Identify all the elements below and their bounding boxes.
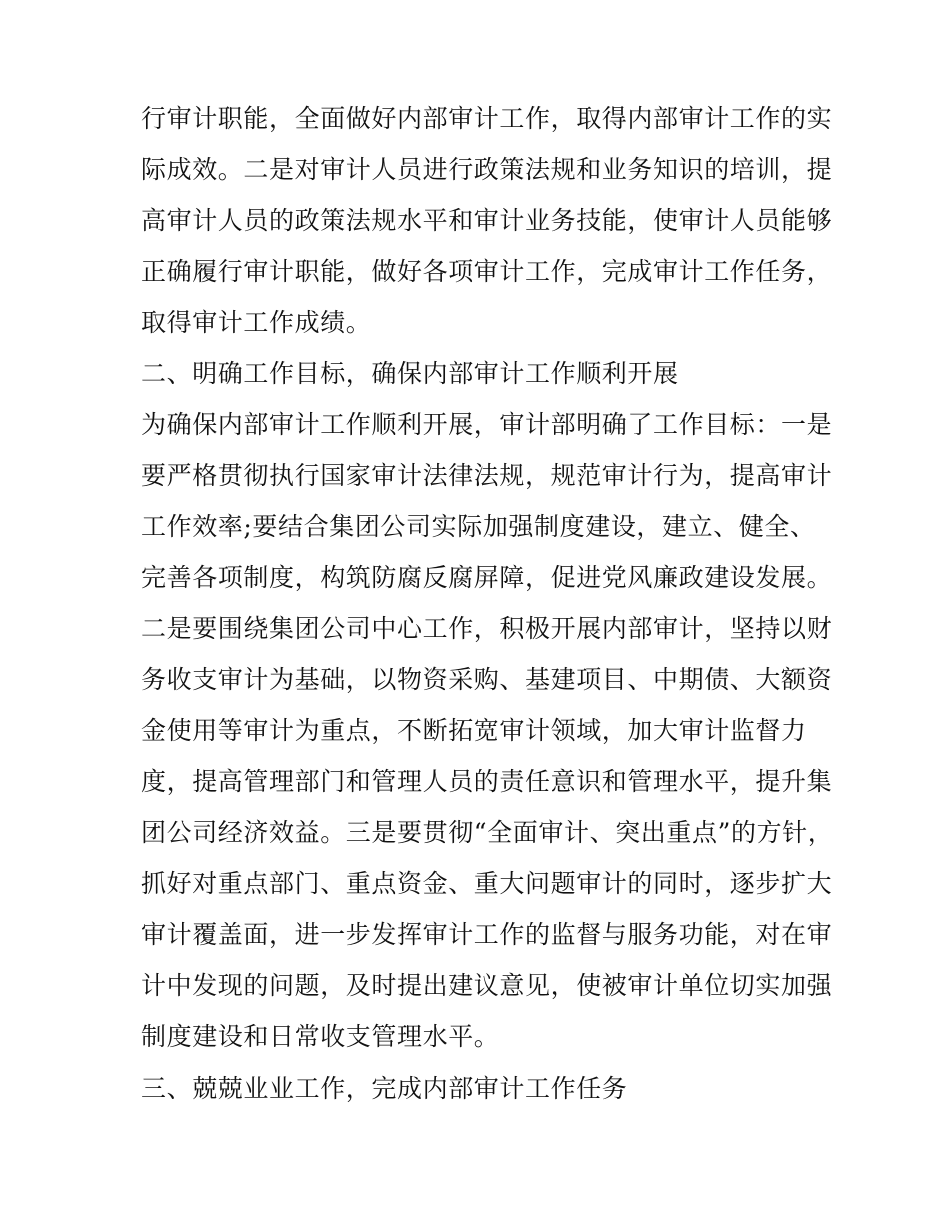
text-line-7: 为确保内部审计工作顺利开展，审计部明确了工作目标：一是 [141,410,833,439]
text-line-3: 高审计人员的政策法规水平和审计业务技能，使审计人员能够 [141,206,833,235]
text-line-18: 计中发现的问题，及时提出建议意见，使被审计单位切实加强 [141,971,833,1000]
text-line-11: 二是要围绕集团公司中心工作，积极开展内部审计，坚持以财 [141,614,833,643]
text-line-19: 制度建设和日常收支管理水平。 [141,1022,500,1051]
text-line-12: 务收支审计为基础，以物资采购、基建项目、中期债、大额资 [141,665,833,694]
text-line-9: 工作效率;要结合集团公司实际加强制度建设，建立、健全、 [141,512,816,541]
text-line-17: 审计覆盖面，进一步发挥审计工作的监督与服务功能，对在审 [141,920,833,949]
section-heading-2: 二、明确工作目标，确保内部审计工作顺利开展 [141,359,679,388]
text-line-14: 度，提高管理部门和管理人员的责任意识和管理水平，提升集 [141,767,833,796]
section-heading-3: 三、兢兢业业工作，完成内部审计工作任务 [141,1074,628,1103]
text-line-1: 行审计职能，全面做好内部审计工作，取得内部审计工作的实 [141,104,833,133]
text-line-2: 际成效。二是对审计人员进行政策法规和业务知识的培训，提 [141,155,833,184]
text-line-4: 正确履行审计职能，做好各项审计工作，完成审计工作任务， [141,257,833,286]
text-line-15: 团公司经济效益。三是要贯彻“全面审计、突出重点”的方针， [141,818,834,847]
text-line-16: 抓好对重点部门、重点资金、重大问题审计的同时，逐步扩大 [141,869,833,898]
text-line-5: 取得审计工作成绩。 [141,308,372,337]
text-line-13: 金使用等审计为重点，不断拓宽审计领域，加大审计监督力 [141,716,807,745]
text-line-10: 完善各项制度，构筑防腐反腐屏障，促进党风廉政建设发展。 [141,563,833,592]
text-line-8: 要严格贯彻执行国家审计法律法规，规范审计行为，提高审计 [141,461,833,490]
